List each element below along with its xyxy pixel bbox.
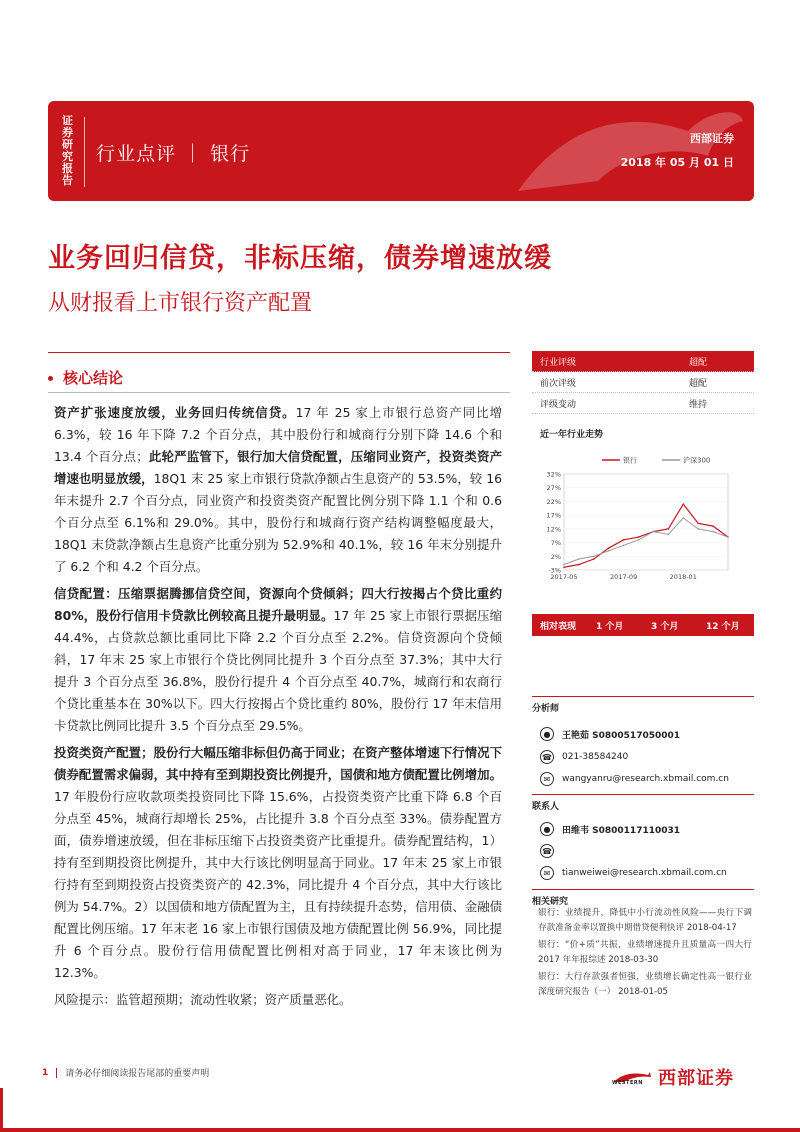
bullet-icon [48, 376, 53, 381]
chart-point [727, 536, 729, 538]
performance-col-12m: 12 个月 [706, 621, 740, 632]
industry-trend-chart [532, 446, 754, 586]
report-date: 2018 年 05 月 01 日 [620, 156, 734, 169]
divider [48, 392, 510, 393]
chart-y-tick-label: 32% [546, 470, 561, 479]
logo-chinese: 西部证券 [658, 1068, 734, 1089]
chart-point [668, 528, 670, 530]
performance-col-1m: 1 个月 [596, 621, 624, 632]
banner-divider [84, 117, 85, 187]
chart-point [578, 564, 580, 566]
chart-point [563, 566, 565, 568]
phone-icon: ☎ [540, 844, 554, 858]
banner-right [621, 127, 734, 175]
analyst-email[interactable]: ✉ wangyanru@research.xbmail.com.cn [540, 772, 729, 786]
performance-col-3m: 3 个月 [651, 621, 679, 632]
rating-table [532, 351, 754, 414]
core-conclusion-body [54, 402, 502, 1016]
chart-y-tick-label: 22% [546, 497, 561, 506]
rating-row: 前次评级 超配 [532, 372, 754, 393]
footer-accent-line [0, 1128, 800, 1132]
chart-legend-label: 沪深300 [683, 456, 711, 465]
mail-icon: ✉ [540, 866, 554, 880]
chart-point [623, 545, 625, 547]
chart-point [593, 555, 595, 557]
chart-y-tick-label: 12% [546, 525, 561, 534]
chart-point [682, 503, 684, 505]
report-category: 行业点评 ｜ 银行 [96, 143, 251, 165]
paragraph: 信贷配置：压缩票据腾挪信贷空间，资源向个贷倾斜；四大行按揭占个贷比重约 80%，股份行信用卡贷款比例较高且提升最明显。17 年 25 家上市银行票据压缩 44.4%，占贷款总额比重同比下降 2.2 个百分点至 2.2%。信贷资源向个贷倾斜，17 年末 25 家上市银行个贷比例同比提升 3 个百分点至 37.3%；其中大行提升 3 个百分点至 36.8%，股份行提升 4 个百分点至 40.7%，城商行和农商行个贷比重基本在 30%以下。四大行按揭占个贷比重约 80%，股份行 17 年末信用卡贷款比例同比提升 3.5 个百分点至 29.5%。 [54, 586, 502, 733]
chart-x-tick-label: 2018-01 [669, 573, 697, 581]
contact-email[interactable]: ✉ tianweiwei@research.xbmail.com.cn [540, 866, 727, 880]
company-logo [612, 1064, 734, 1090]
chart-legend-label: 银行 [623, 456, 637, 465]
logo-english: WESTERN [612, 1080, 643, 1086]
chart-y-tick-label: -3% [548, 566, 561, 575]
related-item[interactable]: 银行：业绩提升，降低中小行流动性风险——央行下调存款准备金率以置换中期借贷便利快评 2018-04-17 [538, 908, 752, 933]
chart-title: 近一年行业走势 [540, 430, 604, 440]
report-title: 业务回归信贷，非标压缩，债券增速放缓 [48, 243, 552, 274]
header-banner [48, 101, 754, 201]
disclaimer-note: 请务必仔细阅读报告尾部的重要声明 [65, 1069, 210, 1079]
phone-icon: ☎ [540, 750, 554, 764]
chart-x-tick-label: 2017-05 [550, 573, 578, 581]
chart-point [697, 523, 699, 525]
person-icon: ● [540, 822, 554, 836]
related-research-list [538, 906, 752, 1002]
person-icon: ● [540, 727, 554, 741]
performance-label: 相对表现 [540, 621, 577, 632]
chart-plot-frame [564, 474, 728, 570]
chart-point [668, 534, 670, 536]
core-conclusion-label: 核心结论 [48, 367, 123, 388]
rating-row: 行业评级 超配 [532, 351, 754, 372]
paragraph: 资产扩张速度放缓，业务回归传统信贷。17 年 25 家上市银行总资产同比增 6.3%，较 16 年下降 7.2 个百分点，其中股份行和城商行分别下降 14.6 个和 13.4 个百分点；此轮严监管下，银行加大信贷配置，压缩同业资产，投资类资产增速也明显放缓，18Q1 末 25 家上市银行贷款净额占生息资产的 53.5%，较 16 年末提升 2.7 个百分点，同业资产和投资类资产配置比例分别下降 1.1 个和 0.6 个百分点至 6.1%和 29.0%。其中，股份行和城商行资产结构调整幅度最大，18Q1 末贷款净额占生息资产比重分别为 52.9%和 40.1%，较 16 年末分别提升了 6.2 个和 4.2 个百分点。 [54, 405, 503, 574]
chart-point [682, 517, 684, 519]
company-name: 西部证券 [690, 132, 734, 145]
contact-section-label: 联系人 [532, 794, 754, 812]
related-item[interactable]: 银行：大行存款强者恒强，业绩增长确定性高一银行业深度研究报告（一） 2018-01-05 [538, 972, 752, 997]
relative-performance-header [532, 614, 754, 636]
chart-point [697, 528, 699, 530]
analyst-name: ● 王艳茹 S0800517050001 [540, 727, 680, 741]
chart-point [638, 536, 640, 538]
chart-y-tick-label: 7% [550, 539, 561, 548]
chart-y-tick-label: 17% [546, 511, 561, 520]
footer-accent-bar [0, 1088, 3, 1132]
analyst-section-label: 分析师 [532, 696, 754, 714]
paragraph: 投资类资产配置；股份行大幅压缩非标但仍高于同业；在资产整体增速下行情况下债券配置需求偏弱，其中持有至到期投资比例提升，国债和地方债配置比例增加。17 年股份行应收款项类投资同比下降 15.6%，占投资类资产比重下降 6.8 个百分点至 45%，城商行却增长 25%，占比提升 3.8 个百分点至 33%。债券配置方面，债券增速放缓，但在非标压缩下占投资类资产比重提升。债券配置结构，1）持有至到期投资比例提升，其中大行该比例明显高于同业。17 年末 25 家上市银行持有至到期投资占投资类资产的 42.3%，同比提升 4 个百分点，其中大行该比例为 54.7%。2）以国债和地方债配置为主，且有持续提升态势，信用债、金融债配置比例压缩。17 年末老 16 家上市银行国债及地方债配置比例 56.9%，同比提升 6 个百分点。股份行信用债配置比例相对高于同业，17 年末该比例为 12.3%。 [54, 745, 502, 980]
analyst-phone: ☎ 021-38584240 [540, 750, 628, 764]
chart-point [623, 539, 625, 541]
chart-y-tick-label: 2% [550, 552, 561, 561]
chart-point [638, 539, 640, 541]
footer-divider [56, 1068, 57, 1078]
page-number: 1 [42, 1067, 49, 1078]
report-type-vertical-label: 证券研究报告 [62, 114, 73, 187]
chart-point [593, 558, 595, 560]
report-subtitle: 从财报看上市银行资产配置 [48, 291, 313, 316]
chart-point [608, 547, 610, 549]
chart-point [712, 531, 714, 533]
chart-x-tick-label: 2017-09 [610, 573, 638, 581]
core-conclusion-header [48, 352, 510, 387]
bull-logo-icon [612, 1068, 652, 1086]
chart-y-tick-label: 27% [546, 484, 561, 493]
chart-point [653, 531, 655, 533]
rating-row: 评级变动 维持 [532, 393, 754, 414]
related-research-label: 相关研究 [532, 889, 754, 907]
contact-phone-icon-row [540, 844, 562, 858]
chart-point [712, 525, 714, 527]
footer [42, 1066, 209, 1079]
chart-point [608, 550, 610, 552]
chart-point [578, 558, 580, 560]
mail-icon: ✉ [540, 772, 554, 786]
chart-point [563, 564, 565, 566]
risk-warning: 风险提示：监管超预期；流动性收紧；资产质量恶化。 [54, 992, 352, 1007]
related-item[interactable]: 银行：“价+质”共振，业绩增速提升且质量高一四大行 2017 年年报综述 2018-03-30 [538, 940, 752, 965]
contact-name: ● 田维韦 S0800117110031 [540, 822, 680, 836]
